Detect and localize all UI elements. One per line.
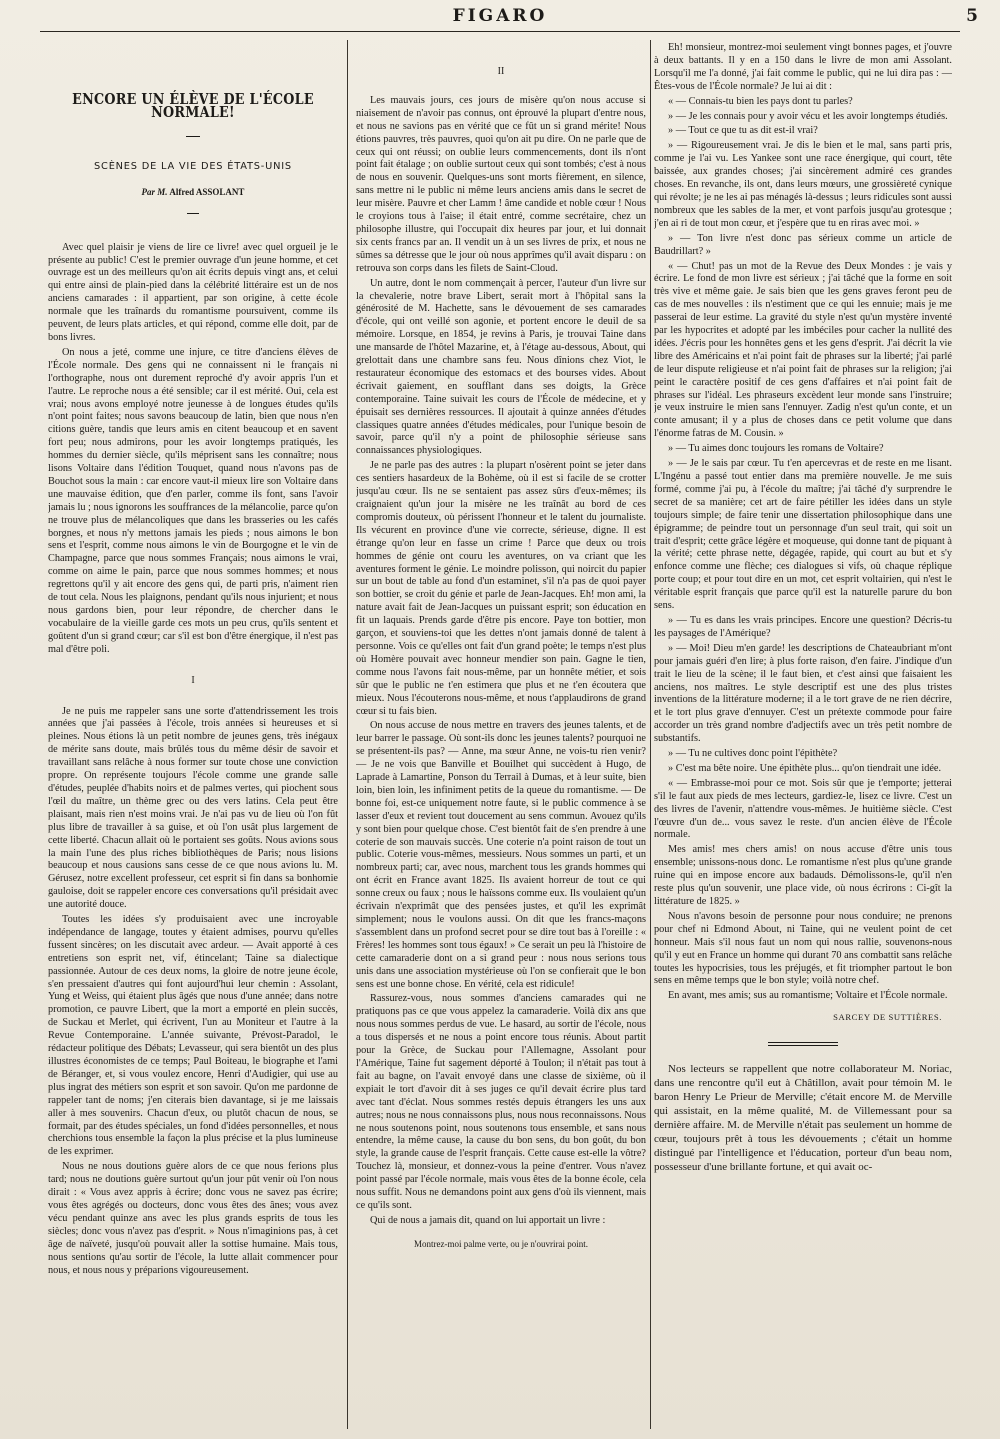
paragraph: En avant, mes amis; sus au romantisme; Voltaire et l'École normale. [668,990,948,1002]
separator-ornament [768,1042,838,1046]
column-divider [650,40,651,1429]
paragraph: On nous a jeté, comme une injure, ce titre d'anciens élèves de l'École normale. Des gens qui ne connaissent ni le français ni l'orthographe, nous ont durement reproché d'y avoir appris l'un et l'autre. Le reproche nous a été sensible; car il est mérité. Oui, cela est vrai; nous avons employé notre jeunesse à de longues études qu'ils n'ont point faites; nous savons beaucoup de latin, bien que nous n'en citions guère, tandis que leurs amis en citent beaucoup et en savent fort peu; nous admirons, pour les avoir longtemps pratiqués, les hommes du dernier siècle, qu'ils méprisent sans les connaître; nous lisons Voltaire dans l'édition Touquet, quand nous n'avons pas de Bouchot sous la main : car encore vaut-il mieux lire son Voltaire dans une mauvaise édition, que d'en parler, comme ils font, sans l'avoir jamais lu ; nous ignorons les souffrances de la mélancolie, parce qu'on ne trouve plus de mélancoliques que dans les brasseries ou les cafés borgnes, et nous n'y mettons jamais les pieds ; nous aimons le bon sens et l'esprit, comme nous aimons le vin de Bourgogne et le vin de Champagne, parce que nous sommes Français; nous aimons le vrai, comme on aime le pain, parce que nous sommes hommes; et nous regrettons qu'il y ait encore des gens qui, de parti pris, n'aiment rien de tout cela. Nous les plaignons, pendant qu'ils nous injurient; et nous nous gardons bien, pour leur répondre, de chercher dans le vocabulaire de la vieille garde ces mots un peu crus, qu'ils sentent et goûtent d'un si grand cœur; car s'il est bon d'être énergique, il n'est pas mal d'être poli. [48,346,338,655]
paragraph: « — Chut! pas un mot de la Revue des Deux Mondes : je vais y écrire. Le fond de mon livre est sérieux ; j'ai tâché que la forme en soit très vive et même gaie. Je sais bien que les gens graves feront peu de cas de mes nouvelles : ils n'estiment que ce qui les ennuie; mais je me passerai de leur estime. La gravité du style n'est qu'un mystère inventé par les hypocrites et adopté par les imbéciles pour cacher la nullité des idées. J'écris pour les honnêtes gens et les gens d'esprit. J'ai décrit la vie libre des Américains et n'ai point fait de phrases sur la liberté; j'ai parlé de leur dispute religieuse et n'ai point fait de phrases sur la religion; j'ai peint le caractère positif de ces gens d'affaires et n'ai point fait de phrases sur l'idéal. Les phraseurs excèdent leur monde sans l'instruire; je veux instruire le mien sans l'ennuyer. Zadig n'est qu'un conte, et un conte amusant; il y a plus de choses dans ce petit volume que dans l'énorme fatras de M. Cousin. » [654,260,952,440]
notice-paragraph: Nos lecteurs se rappellent que notre collaborateur M. Noriac, dans une rencontre qu'il eut à Châtillon, avait pour témoin M. le baron Henry Le Prieur de Merville; c'était encore M. de Merville qui assistait, en la même qualité, M. de Villemessant pour sa dernière affaire. M. de Merville n'était pas seulement un homme de cœur, toujours prêt à tous les dévouements ; c'était un homme distingué par l'intelligence et l'éducation, porteur d'un beau nom, possesseur d'une brillante fortune, et qui avait oc- [654,1063,952,1174]
page-number: 5 [966,6,978,26]
paragraph: Avec quel plaisir je viens de lire ce livre! avec quel orgueil je le présente au public! C'est le premier ouvrage d'un jeune homme, et cet ouvrage est un des meilleurs qu'on ait écrits depuis vingt ans, et celui qui entre ainsi de plain-pied dans la célébrité littéraire est un de nos anciens camarades : il appartient, par son origine, à cette école normale que les traînards du romantisme poursuivent, comme ils peuvent, de leurs plats articles, et qui répond, comme elle doit, par de bons livres. [48,241,338,343]
paragraph: Qui de nous a jamais dit, quand on lui apportait un livre : [370,1214,606,1226]
paragraph: Toutes les idées s'y produisaient avec une incroyable indépendance de langage, toutes y étaient admises, pourvu qu'elles fussent sincères; on les discutait avec ardeur. — Avait apporté à ces entretiens son esprit net, vif, étincelant; Taine sa dialectique passionnée. Autour de ces deux noms, la gloire de notre jeune école, s'en pressaient d'autres qui font aujourd'hui leur chemin : Assolant, Yung et Weiss, qui étaient plus âgés que nous d'une année; dans notre promotion, ce pauvre Libert, que la mort a emporté en plein succès, de Suckau et Merlet, qui écrivent, l'un au Moniteur et l'autre à la Revue Contemporaine. L'année suivante, Prévost-Paradol, le rédacteur politique des Débats; Levasseur, qui sera bientôt un des plus illustres économistes de ce temps; Paul Boiteau, le biographe et l'ami de Béranger, et, si vous voulez encore, Henri d'Audigier, qui use au plus ingrat des métiers son esprit et son savoir. Qu'on me pardonne de rappeler tant de noms; j'en citerais bien davantage, si je me laissais aller à mes souvenirs. Chacun d'eux, ou plutôt chacun de nous, se formait, par des études spéciales, un fond d'idées personnelles, et nous cherchions tous ensemble la façon la plus précise et la plus lumineuse de les exprimer. [48,914,338,1158]
paragraph: On nous accuse de nous mettre en travers des jeunes talents, et de leur barrer le passage. Où sont-ils donc les jeunes talents? pourquoi ne se présentent-ils pas? — Anne, ma sœur Anne, ne vois-tu rien venir? — Je ne vois que Banville et Bouilhet qui succèdent à Hugo, de Laprade à Lamartine, Ponson du Terrail à Dumas, et à leur suite, bien loin, bien loin, les infiniment petits de la queue du romantisme. — De bonne foi, est-ce uniquement notre faute, si le public commence à se lasser d'eux et revient tout doucement au sens commun. Avouez qu'ils y sont bien pour quelque chose. C'est bientôt fait de s'en prendre à une coterie de son mauvais succès. Une coterie n'a point raison de tout un public. Coterie vous-mêmes, messieurs. Nous sommes un parti, et un nombreux parti; car, avec nous, marchent tous les grands hommes qui ont écrit en France avant 1825. Ils avaient horreur de tout ce qui sonne creux ou faux ; nous le haïssons comme eux. Ils voulaient qu'un écrivain n'exprimât que des pensées justes, et qu'il les exprimât simplement; nous le voulons aussi. On dit que les francs-maçons s'assemblent dans un profond secret pour se dire tout bas à l'oreille : « Frères! les hommes sont tous égaux! » Ce serait un peu là l'histoire de cette camaraderie dont on a si grand peur : nous nous serions tous unis dans une association mystérieuse où l'on se confierait que le bon sens est une bonne chose. En vérité, cela est ridicule! [356,720,646,990]
paragraph: » C'est ma bête noire. Une épithète plus... qu'on tiendrait une idée. [668,762,942,774]
byline-dash [187,213,199,214]
paragraph: » — Tu aimes donc toujours les romans de Voltaire? [668,443,884,455]
paragraph: Je ne puis me rappeler sans une sorte d'attendrissement les trois années que j'ai passées à l'école, trois années si heureuses et si pleines. Nous étions là un petit nombre de jeunes gens, très inégaux de mérite sans doute, mais brûlés tous du même désir de savoir et travaillant sans relâche à nous former sur toute chose une conviction propre. On représente toujours l'école comme une grande salle d'études, peuplée d'habits noirs et de palmes vertes, qui piochent sous l'œil du maître, un thème grec ou des vers latins. Cela peut être plaisant, mais rien n'est moins vrai. Je n'ai pas vu de lieu où l'on fût plus libre de travailler à sa guise, et où l'on usât plus largement de cette liberté. Chacun allait où le portaient ses goûts. Nous avions sous la main l'une des plus riches bibliothèques de Paris; nous lisions beaucoup et nous causions sans cesse de ce que nous avions lu. M. Gérusez, notre excellent professeur, cet esprit si fin dans sa bonhomie gauloise, doit se rappeler encore ces conversations qu'il présidait avec une autorité douce. [48,705,338,911]
paragraph: Mes amis! mes chers amis! on nous accuse d'être unis tous ensemble; unissons-nous donc. Le romantisme n'est plus qu'une grande ruine qui en impose encore aux badauds. Démolissons-le, qu'il n'en reste plus qu'un souvenir, une place vide, où nous écrirons : Ci-gît la littérature de 1825. » [654,844,952,907]
section-number: I [191,674,195,686]
paragraph: Un autre, dont le nom commençait à percer, l'auteur d'un livre sur la chevalerie, notre brave Libert, serait mort à l'hôpital sans la générosité de M. Hachette, sans le dévouement de ses camarades d'école, qui ont veillé son agonie, et portent encore le deuil de sa mémoire. Lorsque, en 1854, je revins à Paris, je trouvai Taine dans une mansarde de l'hôtel Mazarine, et, à l'étage au-dessous, About, qui grelottait dans une chambre sans feu. Nous dînions chez Viot, le restaurateur économique des estomacs et des bourses vides. About écrivait gaiement, en soufflant dans ses doigts, la Grèce contemporaine. Taine suivait les cours de l'École de médecine, et y épuisait ses dernières ressources. Il ajoutait à quinze années d'études classiques quatre années d'études médicales, pour l'unique besoin de savoir, parce qu'il n'y a point de philosophie sérieuse sans connaissances physiologiques. [356,277,646,457]
byline-prefix: Par M. [141,186,168,197]
column-3 [654,42,952,1427]
paragraph: » — Moi! Dieu m'en garde! les descriptions de Chateaubriant m'ont pour jamais guéri d'en lire; à plus forte raison, d'en faire. J'indique d'un trait le lieu de la scène; il le faut bien, et c'est ainsi que faisaient les anciens, nos maîtres. Le style descriptif est une des plus tristes inventions de la littérature moderne; il a le tort grave de ne rien décrire, et le tort plus grave d'ennuyer. C'est un prétexte commode pour faire accorder un très grand nombre d'adjectifs avec un très petit nombre de substantifs. [654,642,952,745]
paragraph: » — Tu es dans les vrais principes. Encore une question? Décris-tu les paysages de l'Amérique? [654,614,952,639]
paragraph: « — Embrasse-moi pour ce mot. Sois sûr que je t'emporte; jetterai s'il le faut aux pieds de mes lecteurs, gardiez-le, lisez ce livre. C'est un des livres de l'avenir, n'attendre vous-mêmes. Je huitième siècle. C'est l'œuvre d'un de... vous savez le reste. d'un ancien élève de l'École normale. [654,777,952,841]
signature: SARCEY DE SUTTIÈRES. [833,1012,942,1023]
article-subtitle: SCÈNES DE LA VIE DES ÉTATS-UNIS [94,160,292,172]
paragraph: Eh! monsieur, montrez-moi seulement vingt bonnes pages, et j'ouvre à deux battants. Il y en a 150 dans le livre de mon ami Assolant. Lorsqu'il me l'a donné, j'ai fait comme le public, qui ne lui dira pas : — Êtes-vous de l'École normale? Je lui ai dit : [654,42,952,92]
paragraph: Nous ne nous doutions guère alors de ce que nous ferions plus tard; nous ne doutions guère surtout qu'un jour pût venir où l'on nous dirait : « Vous avez appris à écrire; donc vous ne savez pas écrire; vous êtes agrégés ou docteurs, donc vous êtes des ânes; vous avez vécu pendant quinze ans avec les plus grands esprits de tous les siècles; donc vous n'avez pas d'esprit. » Nous n'imaginions pas, à cet âge de naïveté, jusqu'où pouvait aller la sottise humaine. Mais tous, nous sentions qu'au sortir de l'école, la lutte allait commencer pour nous, et nous nous y préparions vigoureusement. [48,1161,338,1276]
masthead-rule [40,31,960,32]
paragraph: Rassurez-vous, nous sommes d'anciens camarades qui ne pratiquons pas ce que vous appelez la camaraderie. Voilà dix ans que nous nous sommes perdus de vue. Le hasard, au sortir de l'école, nous a tous dispersés et ne nous a point encore tous réunis. About partit pour la Grèce, de Suckau pour l'Allemagne, Assolant pour l'Amérique, Taine fut sagement déporté à Toulon; il n'était pas tout à fait au bagne, on l'avait envoyé dans une classe de sixième, où il expiait le tort d'avoir dit à ses juges ce qu'il devait écrire plus tard avec tant d'éclat. Nous sommes restés depuis étrangers les uns aux autres; nous ne nous connaissons plus, nous nous reconnaissons. Nous ne nous soutenons point, nous soutenons tous ensemble, et sans nous entendre, la même cause, la cause du bon sens, du bon goût, du bon style, la grande cause de l'esprit français. Cette cause est-elle la vôtre? Touchez là, monsieur, et donnez-vous la peine d'entrer. Vous n'avez point passé par l'école normale, mais vous êtes de la bonne école, cela nous suffit. Nous ne demandons point aux gens d'où ils viennent, mais ce qu'ils sont. [356,993,646,1211]
section-1-paragraphs [48,706,338,1278]
byline [48,186,338,199]
quoted-line: Montrez-moi palme verte, ou je n'ouvrirai point. [413,1238,589,1249]
column-2 [356,42,646,1427]
column-1 [48,42,338,1427]
paragraph: Je ne parle pas des autres : la plupart n'osèrent point se jeter dans ces sentiers hasardeux de la Bohème, où il est si facile de se crotter jusqu'au cœur. Ils ne se sentaient pas assez sûrs d'eux-mêmes; ils craignaient qu'un jour la misère ne les traînât au bord de ces compromis douteux, où périssent l'honneur et le talent du journaliste. Ils vécurent en province d'une vie correcte, sérieuse, digne. Il est étrange qu'on leur en fasse un crime ! Parce que deux ou trois hommes de génie ont couru les aventures, on va criant que les aventures forment le génie. Le moindre polisson, qui noircit du papier sur un bout de table au fond d'un estaminet, s'il n'a pas de quoi payer son bottier, se croit du génie et parle de Jean-Jacques. Eh! mon ami, la nature avait fait de Jean-Jacques un puissant esprit; son éducation en fit un laquais. Prends garde d'être pis encore. Paye ton bottier, mon garçon, et souviens-toi que les dettes n'ont jamais donné de talent à personne. Vois ce qu'elles ont fait d'un grand poète; le temps n'est plus où Homère pouvait avec honneur mendier son pain. Gagne le tien, comme nous l'avons fait nous-même, par un honnête métier, et sois sûr que le public ne t'en estimera que plus et ne t'en écoutera que mieux. Nous l'écouterons nous-même, et nous t'applaudirons de grand cœur si tu fais bien. [356,460,646,717]
masthead [0,0,1000,34]
column-divider [347,40,348,1429]
article-title: ENCORE UN ÉLÈVE DE L'ÉCOLE NORMALE! [72,91,314,121]
intro-paragraphs [48,242,338,657]
section-number: II [497,66,505,77]
title-dash [186,136,200,137]
newspaper-title: FIGARO [452,6,548,26]
paragraph: » — Ton livre n'est donc pas sérieux comme un article de Baudrillart? » [654,232,952,257]
paragraph: « — Connais-tu bien les pays dont tu parles? [668,95,853,107]
paragraph: » — Je les connais pour y avoir vécu et les avoir longtemps étudiés. [668,110,948,122]
paragraph: Les mauvais jours, ces jours de misère qu'on nous accuse si niaisement de n'avoir pas connus, ont éprouvé la plupart d'entre nous, et nous ne savions pas en vérité que ce fût un si grand mérite! Nous étions pauvres, très pauvres, quoi qu'on ait pu dire. On ne parle que de ceux qui ont réussi; on oublie leurs commencements, dont ils n'ont point fait étalage ; on oublie surtout ceux qui sont tombés; c'est à nous de nous en souvenir. Quelques-uns sont morts fièrement, en silence, sans mettre ni le public ni même leurs anciens amis dans le secret de leur misère. Pauvre et cher Lamm ! âme candide et noble cœur ! Nous le croyions tous à l'aise; il était entré, comme secrétaire, chez un philosophe illustre, qui l'occupait dix heures par jour, et lui donnait six cents francs par an. Il vendit un à un ses livres de prix, et nous ne sûmes sa détresse que le jour où nous apprîmes qu'il avait disparu : on retrouva son corps dans les filets de Saint-Cloud. [356,94,646,274]
paragraph: » — Tout ce que tu as dit est-il vrai? [668,125,818,137]
paragraph: » — Je le sais par cœur. Tu t'en apercevras et de reste en me lisant. L'Ingénu a passé tout entier dans ma première nouvelle. Je me suis formé, comme j'ai pu, à l'école du maître; j'ai tâché d'y surprendre le secret de sa manière; cet art de faire pétiller les idées dans un style toujours simple; de faire tenir une dissertation philosophique dans une épigramme; de peindre tout un personnage d'un seul trait, qui soit un trait d'esprit; cette grâce légère et moqueuse, qui donne tant de piquant à la vérité; cette phrase nette, dégagée, rapide, qui court au but et s'y enfonce comme une flèche; ces dialogues si vifs, où chaque réplique porte coup; et pour tout dire en un mot, cet esprit voltairien, qui n'est le véritable esprit français que parce qu'il est la naturelle parure du bon sens. [654,458,952,612]
paragraph: » — Rigoureusement vrai. Je dis le bien et le mal, sans parti pris, comme je l'ai vu. Les Yankee sont une race énergique, qui court, tête baissée, aux grandes choses; j'ai sincèrement admiré ces grandes choses. En revanche, ils ont, dans leurs mœurs, une grossièreté cynique qui révolte; je ne les ai pas ménagés là-dessus ; leurs ridicules sont aussi nombreux que les sables de la mer, et vont parfois jusqu'au grotesque ; j'en ai ri de tout mon cœur, et j'espère que tu en riras avec moi. » [654,140,952,229]
section-2-paragraphs [356,95,646,1228]
byline-author: Alfred ASSOLANT [169,186,245,197]
paragraph: Nous n'avons besoin de personne pour nous conduire; ne prenons pour chef ni Edmond About, ni Taine, qui ne veulent point de cet honneur. Mais s'il nous faut un nom qui nous rallie, souvenons-nous qu'il y eut en France un homme qui durant 70 ans combattit sans relâche toutes les hypocrisies, tous les préjugés, et fit triompher partout le bon sens en même temps que le bon style; voilà notre chef. [654,910,952,987]
paragraph: » — Tu ne cultives donc point l'épithète? [668,748,838,760]
column-3-paragraphs [654,42,952,1003]
